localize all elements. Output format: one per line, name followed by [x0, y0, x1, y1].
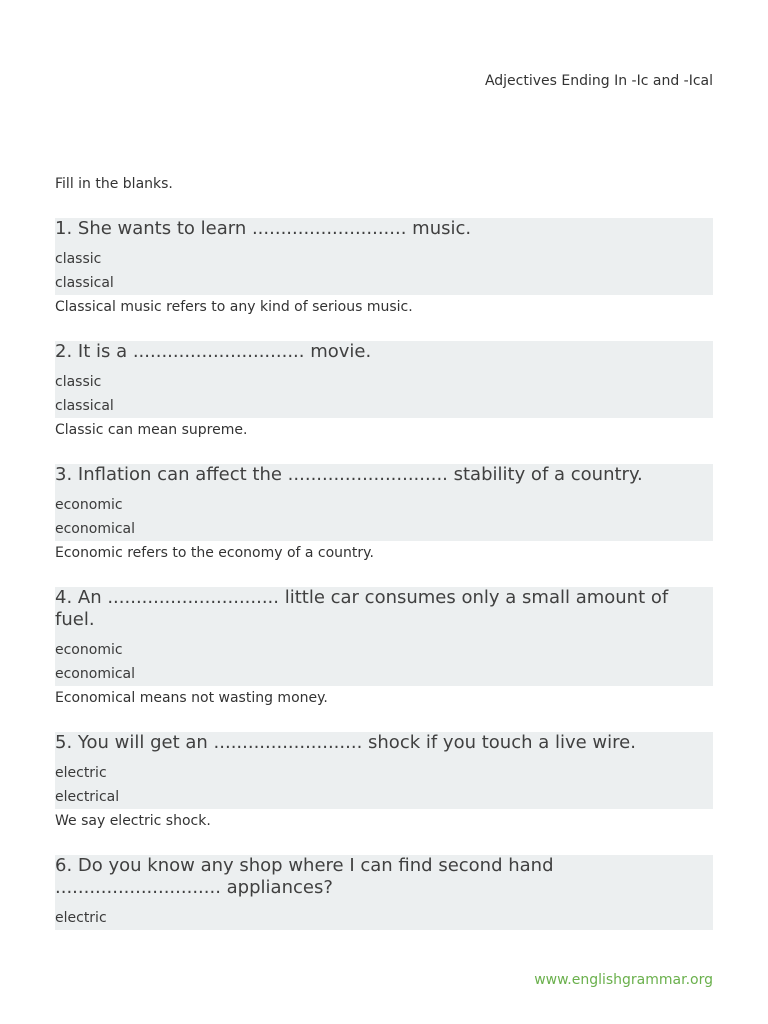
question-text: 3. Inflation can affect the ............................ stability of a country.	[55, 464, 643, 485]
answer-option[interactable]: classical	[55, 275, 114, 291]
answer-explanation: Economic refers to the economy of a country.	[55, 545, 374, 561]
answer-explanation: We say electric shock.	[55, 813, 211, 829]
answer-option[interactable]: electric	[55, 765, 107, 781]
question-item	[55, 855, 713, 930]
question-text: 2. It is a .............................. movie.	[55, 341, 372, 362]
answer-option[interactable]: classical	[55, 398, 114, 414]
answer-option[interactable]: electrical	[55, 789, 120, 805]
question-box	[55, 587, 713, 686]
answer-option[interactable]: economical	[55, 521, 136, 537]
answer-option[interactable]: classic	[55, 251, 102, 267]
answer-explanation: Classical music refers to any kind of serious music.	[55, 299, 413, 315]
questions-list	[55, 218, 713, 952]
question-box	[55, 218, 713, 295]
answer-option[interactable]: classic	[55, 374, 102, 390]
question-item	[55, 464, 713, 565]
answer-option[interactable]: economical	[55, 666, 136, 682]
question-text: 5. You will get an .......................... shock if you touch a live wire.	[55, 732, 636, 753]
question-item	[55, 587, 713, 710]
answer-option[interactable]: economic	[55, 497, 123, 513]
instructions-text: Fill in the blanks.	[55, 176, 173, 192]
question-item	[55, 732, 713, 833]
question-text: 4. An .............................. little car consumes only a small amount of fuel.	[55, 587, 669, 630]
question-text: 1. She wants to learn ........................... music.	[55, 218, 472, 239]
question-box	[55, 464, 713, 541]
footer-website-link[interactable]: www.englishgrammar.org	[534, 972, 713, 988]
question-box	[55, 855, 713, 930]
question-item	[55, 341, 713, 442]
question-box	[55, 732, 713, 809]
question-box	[55, 341, 713, 418]
answer-explanation: Economical means not wasting money.	[55, 690, 328, 706]
answer-option[interactable]: economic	[55, 642, 123, 658]
page-header-title: Adjectives Ending In -Ic and -Ical	[484, 73, 713, 89]
question-text: 6. Do you know any shop where I can find second hand ............................. appliances?	[55, 855, 554, 898]
answer-explanation: Classic can mean supreme.	[55, 422, 248, 438]
answer-option[interactable]: electric	[55, 910, 107, 926]
question-item	[55, 218, 713, 319]
